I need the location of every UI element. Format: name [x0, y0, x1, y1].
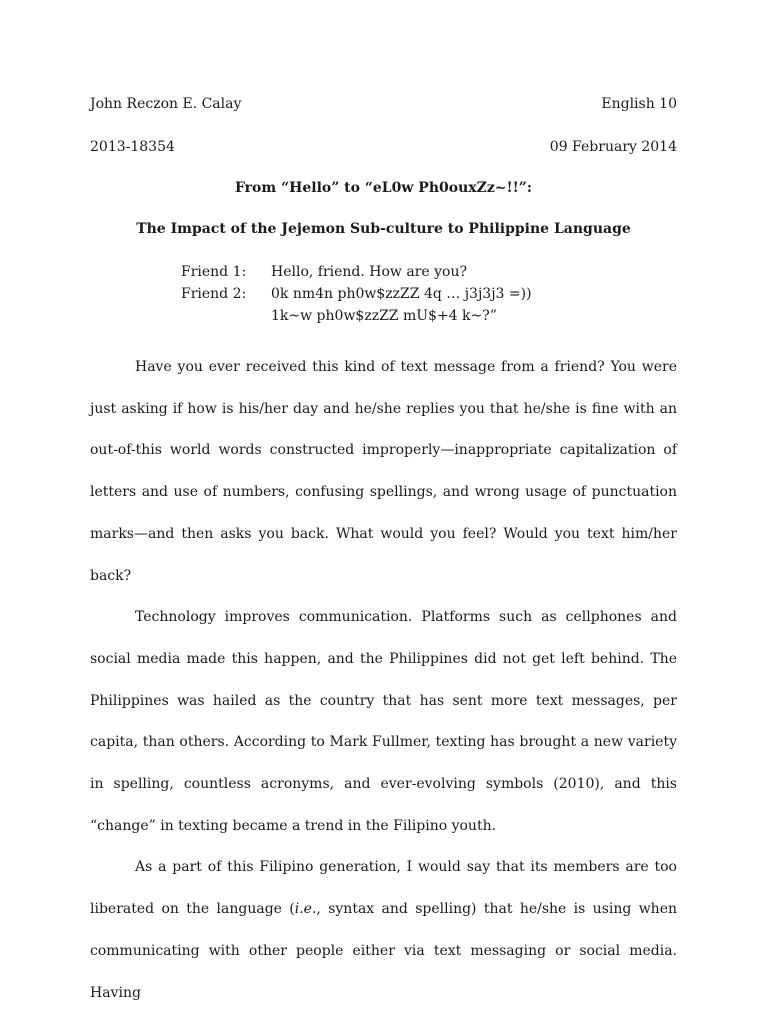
author-name: John Reczon E. Calay: [90, 96, 242, 112]
dialogue-speaker-spacer: [181, 305, 271, 327]
paragraph-3: [90, 847, 677, 1014]
course-name: English 10: [601, 96, 677, 112]
paragraph-3-text-b: , syntax and spelling) that he/she is using when communicating with other people either via text messaging or social media. Having: [90, 901, 677, 1001]
dialogue-line: Hello, friend. How are you?: [271, 264, 467, 280]
dialogue-row-friend-2-cont: [181, 305, 532, 327]
dialogue-line: 0k nm4n ph0w$zzZZ 4q … j3j3j3 =)): [271, 286, 532, 302]
dialogue-row-friend-1: [181, 261, 532, 283]
header-row-2: [90, 137, 677, 157]
dialogue-speaker: Friend 2:: [181, 286, 247, 302]
essay-body: [90, 347, 677, 1014]
dialogue-row-friend-2: [181, 283, 532, 305]
student-number: 2013-18354: [90, 139, 175, 155]
paragraph-1: Have you ever received this kind of text message from a friend? You were just asking if how is his/her day and he/she replies you that he/she is fine with an out-of-this world words constructed improperly—inappropriate capitalization of letters and use of numbers, confusing spellings, and wrong usage of punctuation marks—and then asks you back. What would you feel? Would you text him/her back?: [90, 359, 677, 584]
document-date: 09 February 2014: [549, 139, 677, 155]
title-line-2: The Impact of the Jejemon Sub-culture to Philippine Language: [136, 221, 631, 237]
paragraph-3-text-a: As a part of this Filipino generation, I would say that its members are too liberated on the language (: [90, 859, 677, 918]
paragraph-2: Technology improves communication. Platforms such as cellphones and social media made this happen, and the Philippines did not get left behind. The Philippines was hailed as the country that has sent more text messages, per capita, than others. According to Mark Fullmer, texting has brought a new variety in spelling, countless acronyms, and ever-evolving symbols (2010), and this “change” in texting became a trend in the Filipino youth.: [90, 609, 677, 834]
title-line-1: From “Hello” to “eL0w Ph0ouxZz~!!”:: [234, 180, 533, 196]
paragraph-3-italic-ie: i.e.: [294, 901, 317, 918]
header-row-1: [90, 94, 677, 114]
dialogue-speaker: Friend 1:: [181, 264, 247, 280]
dialogue-block: [181, 261, 532, 327]
dialogue-line: 1k~w ph0w$zzZZ mU$+4 k~?”: [271, 308, 497, 324]
document-page: [90, 0, 677, 1024]
